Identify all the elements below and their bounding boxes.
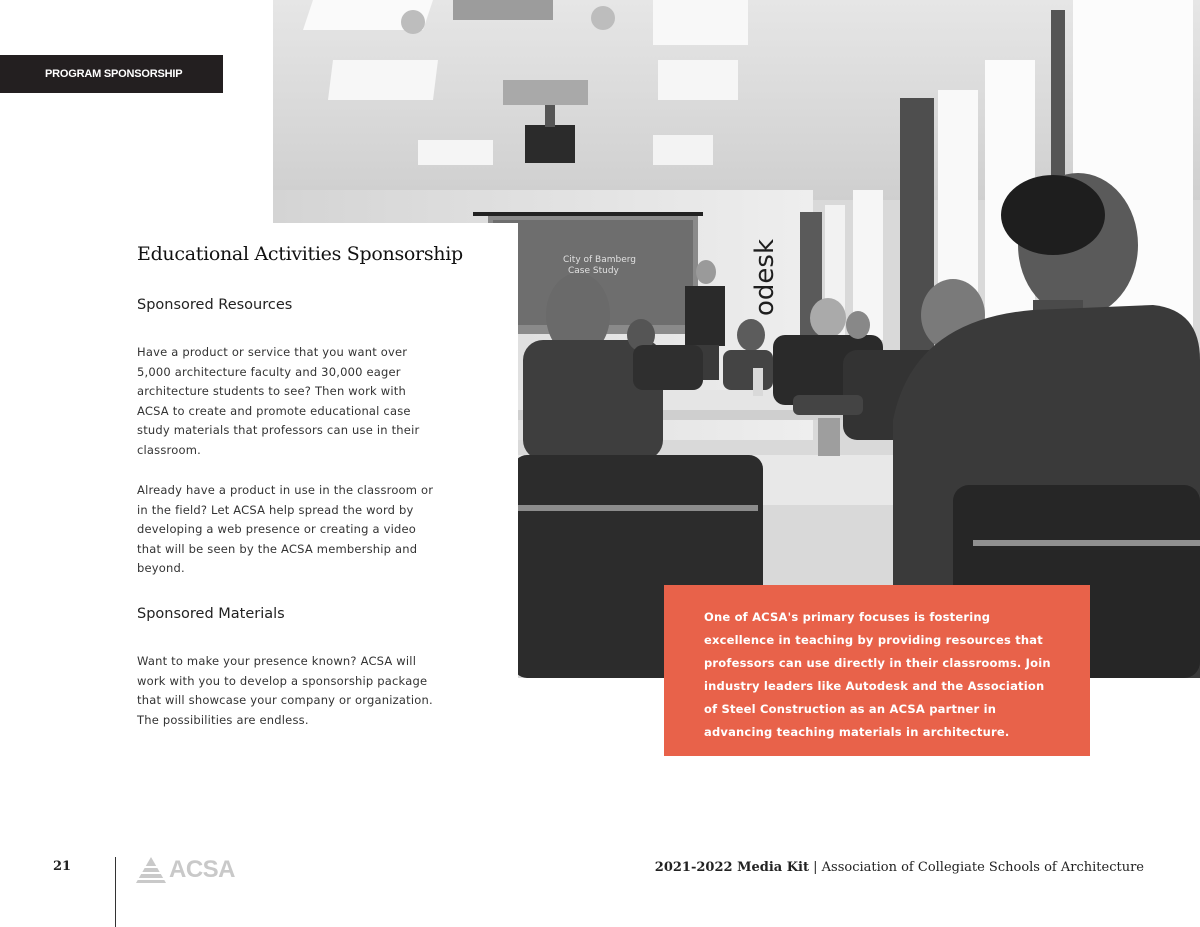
footer-divider <box>115 857 116 927</box>
footer-separator: | <box>813 860 818 875</box>
organization-name: Association of Collegiate Schools of Architecture <box>821 860 1144 875</box>
footer-publication-line <box>655 860 1144 875</box>
callout-box <box>664 585 1090 756</box>
acsa-logo <box>136 856 235 884</box>
sponsored-resources-paragraph-2: Already have a product in use in the classroom or in the field? Let ACSA help spread the word by developing a web presence or creating a video that will be seen by the ACSA membership and beyond. <box>137 483 434 576</box>
section-tab-label: PROGRAM SPONSORSHIP <box>45 68 183 80</box>
screen-text-2: Case Study <box>568 266 619 276</box>
screen-text-1: City of Bamberg <box>563 255 636 265</box>
sponsored-materials-paragraph: Want to make your presence known? ACSA will work with you to develop a sponsorship package that will showcase your company or organization. The possibilities are endless. <box>137 654 433 727</box>
acsa-triangle-icon <box>136 857 166 883</box>
page-heading: Educational Activities Sponsorship <box>137 243 463 265</box>
callout-text: One of ACSA's primary focuses is fostering excellence in teaching by providing resources that professors can use directly in their classrooms. Join industry leaders like Autodesk and the Association of Steel Construction as an ACSA partner in advancing teaching materials in architecture. <box>704 610 1051 739</box>
page-number: 21 <box>53 859 72 874</box>
media-kit-title: 2021-2022 Media Kit <box>654 860 809 875</box>
section-tab <box>0 55 223 93</box>
logo-wordmark: ACSA <box>169 856 236 883</box>
sponsored-materials-title: Sponsored Materials <box>137 606 285 622</box>
wall-branding-text: odesk <box>750 238 780 316</box>
sponsored-resources-paragraph-1: Have a product or service that you want over 5,000 architecture faculty and 30,000 eager architecture students to see? Then work with ACSA to create and promote educational case study materials that professors can use in their classroom. <box>137 345 420 457</box>
sponsored-resources-title: Sponsored Resources <box>137 297 293 313</box>
